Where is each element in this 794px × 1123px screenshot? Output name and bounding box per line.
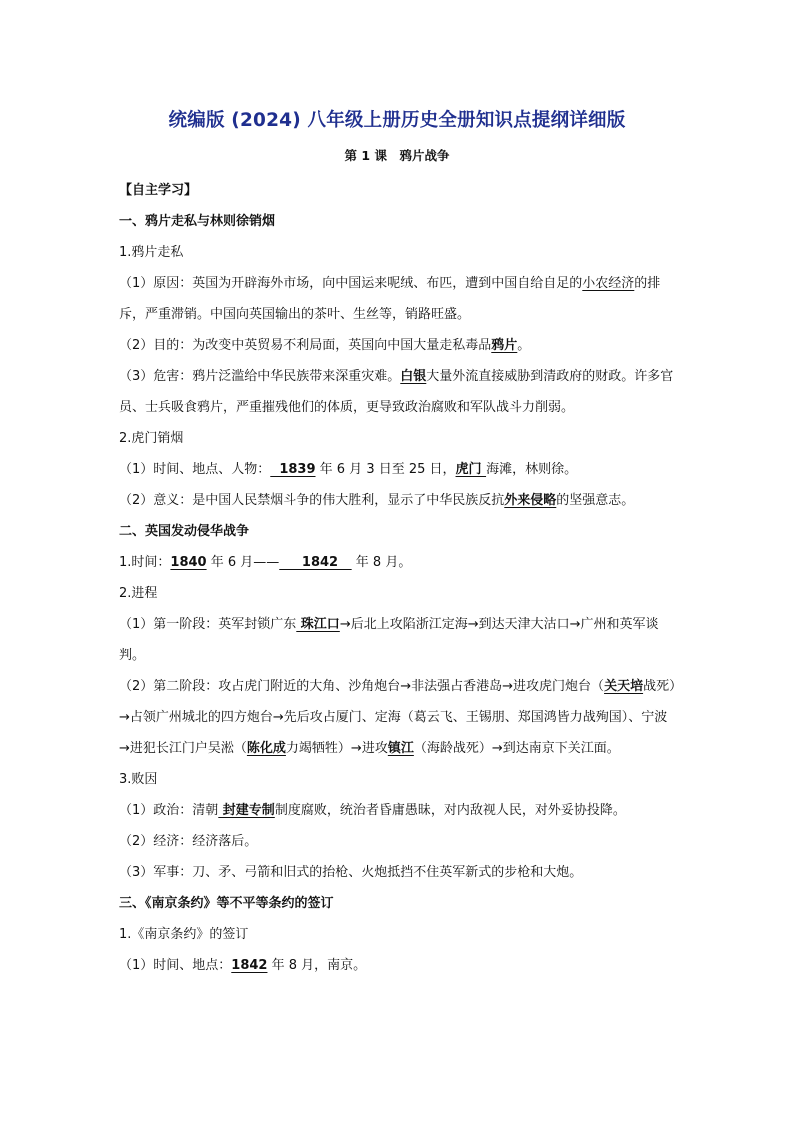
underlined-answer: 陈化成 [246, 741, 286, 756]
text: （1）第一阶段：英军封锁广东 [119, 617, 297, 632]
text: 年 6 月 3 日至 25 日， [315, 462, 456, 477]
text: （2）意义：是中国人民禁烟斗争的伟大胜利，显示了中华民族反抗 [119, 493, 505, 508]
text: 制度腐败，统治者昏庸愚昧，对内敌视人民，对外妥协投降。 [274, 803, 626, 818]
underlined-answer: 关天培 [604, 679, 644, 694]
self-study-label: 【自主学习】 [119, 183, 198, 198]
text: （1）政治：清朝 [119, 803, 219, 818]
underlined-answer: 虎门 [455, 462, 487, 477]
lesson-title: 第 1 课 鸦片战争 [344, 148, 450, 163]
underlined-answer: 1842 [279, 555, 352, 570]
underlined-answer: 鸦片 [491, 338, 518, 353]
text: （1）原因：英国为开辟海外市场，向中国运来呢绒、布匹，遭到中国自给自足的 [119, 276, 583, 291]
document-title: 统编版 (2024) 八年级上册历史全册知识点提纲详细版 [168, 110, 626, 131]
text: （1）时间、地点、人物： [119, 462, 271, 477]
underlined-answer: 1840 [170, 555, 207, 570]
text: （海龄战死）→到达南京下关江面。 [413, 741, 620, 756]
paragraph [119, 547, 677, 578]
underlined-answer: 白银 [400, 369, 427, 384]
section-heading: 二、英国发动侵华战争 [119, 524, 250, 539]
text: （2）目的：为改变中英贸易不利局面，英国向中国大量走私毒品 [119, 338, 492, 353]
text: 年 8 月。 [351, 555, 412, 570]
underlined-answer: 外来侵略 [504, 493, 557, 508]
underlined-answer: 小农经济 [582, 276, 635, 291]
paragraph [119, 485, 677, 516]
subsection-heading: 3.败因 [119, 772, 158, 787]
paragraph [119, 330, 677, 361]
paragraph [119, 361, 677, 423]
text: →后北上攻陷浙江定海→到达天津大沽口→广州和英军谈判。 [119, 617, 659, 663]
text: 海滩，林则徐。 [486, 462, 578, 477]
paragraph [119, 795, 677, 826]
underlined-answer: 封建专制 [218, 803, 275, 818]
subsection-heading: 2.虎门销烟 [119, 431, 184, 446]
text: （1）时间、地点： [119, 958, 232, 973]
text: 1.时间： [119, 555, 171, 570]
document-body [119, 175, 677, 981]
text: （2）第二阶段：攻占虎门附近的大角、沙角炮台→非法强占香港岛→进攻虎门炮台（ [119, 679, 605, 694]
text: 大量外流直接威胁到清政府的财政。许多官员、士兵吸食鸦片，严重摧残他们的体质，更导致政治腐败和军队战斗力削弱。 [119, 369, 674, 415]
underlined-answer: 1842 [231, 958, 268, 973]
subsection-heading: 2.进程 [119, 586, 158, 601]
subsection-heading: 1.《南京条约》的签订 [119, 927, 249, 942]
underlined-answer: 1839 [270, 462, 316, 477]
paragraph: （2）经济：经济落后。 [119, 834, 258, 849]
paragraph: （3）军事：刀、矛、弓箭和旧式的抬枪、火炮抵挡不住英军新式的步枪和大炮。 [119, 865, 583, 880]
paragraph [119, 671, 677, 764]
text: 的排斥，严重滞销。中国向英国输出的茶叶、生丝等，销路旺盛。 [119, 276, 661, 322]
text: 年 8 月，南京。 [267, 958, 367, 973]
text: （3）危害：鸦片泛滥给中华民族带来深重灾难。 [119, 369, 401, 384]
text: 战死）→占领广州城北的四方炮台→先后攻占厦门、定海（葛云飞、王锡朋、郑国鸿皆力战殉国）、宁波→进犯长江门户吴淞（ [119, 679, 676, 756]
paragraph [119, 454, 677, 485]
underlined-answer: 镇江 [387, 741, 414, 756]
text: 力竭牺牲）→进攻 [285, 741, 388, 756]
text: 。 [517, 338, 531, 353]
paragraph [119, 950, 677, 981]
underlined-answer: 珠江口 [296, 617, 340, 632]
section-heading: 一、鸦片走私与林则徐销烟 [119, 214, 276, 229]
text: 年 6 月—— [206, 555, 280, 570]
paragraph [119, 609, 677, 671]
text: 的坚强意志。 [556, 493, 635, 508]
paragraph [119, 268, 677, 330]
section-heading: 三、《南京条约》等不平等条约的签订 [119, 896, 334, 911]
subsection-heading: 1.鸦片走私 [119, 245, 184, 260]
